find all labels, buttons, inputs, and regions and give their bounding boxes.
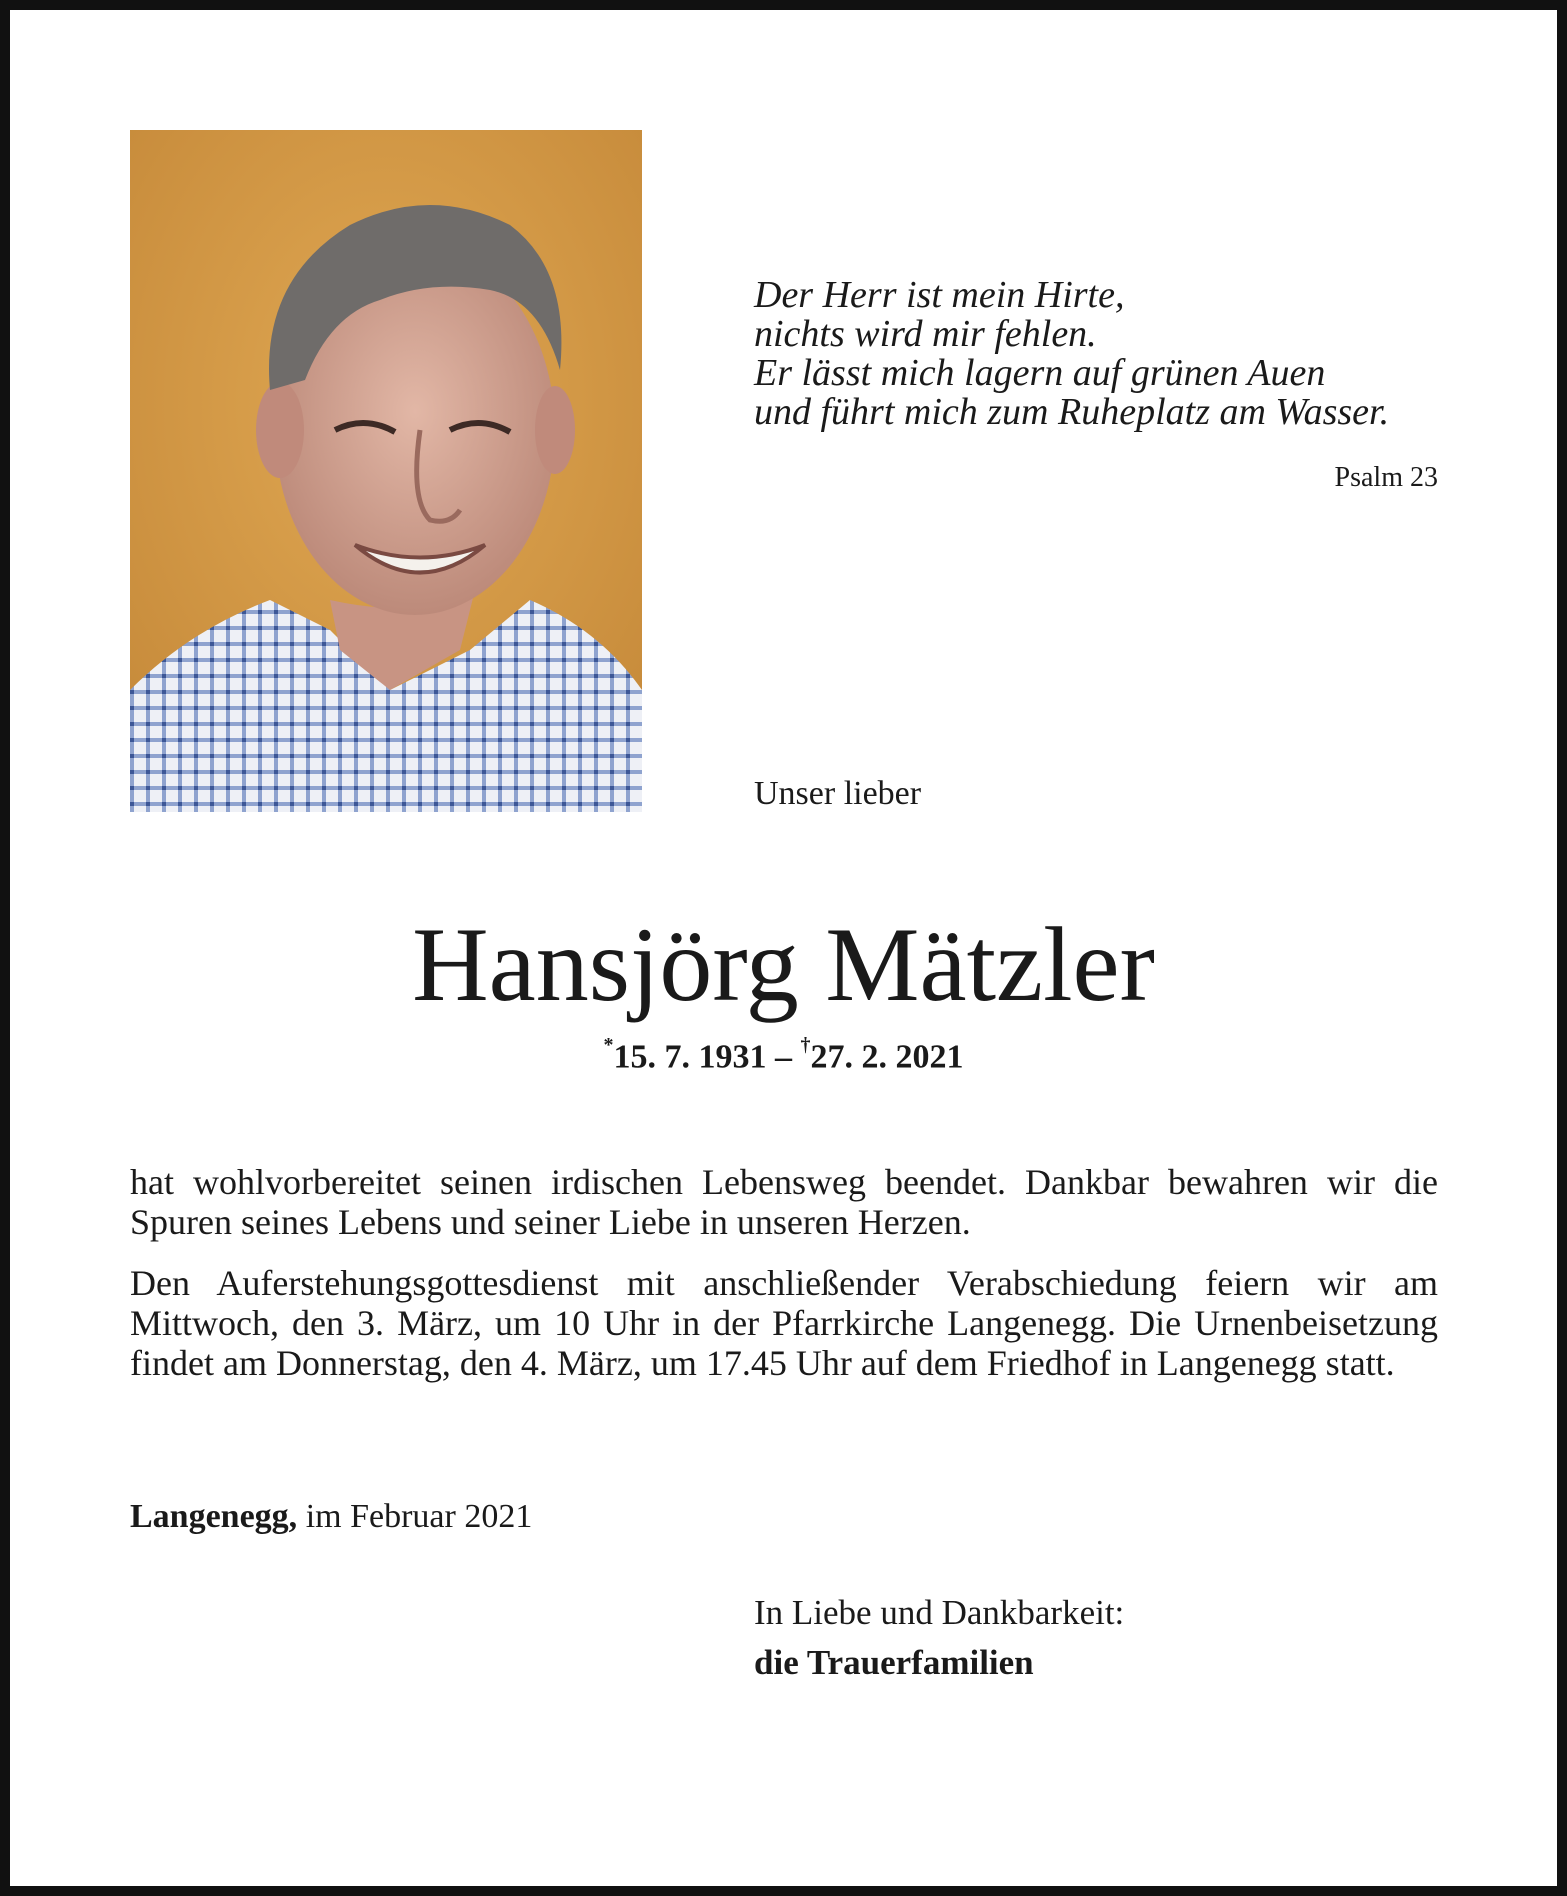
place-date — [130, 1498, 532, 1536]
intro-text: Unser lieber — [754, 775, 922, 812]
birth-date: 15. 7. 1931 – — [613, 1038, 801, 1076]
psalm-line: und führt mich zum Ruheplatz am Wasser. — [754, 391, 1390, 433]
place-date-text: im Februar 2021 — [297, 1498, 533, 1535]
life-dates — [0, 1034, 1567, 1076]
closing-line: In Liebe und Dankbarkeit: — [754, 1593, 1125, 1632]
closing-block — [754, 1588, 1124, 1688]
place-city: Langenegg, — [130, 1498, 298, 1535]
deceased-name: Hansjörg Mätzler — [412, 906, 1155, 1023]
psalm-line: nichts wird mir fehlen. — [754, 313, 1097, 355]
body-paragraph-2: Den Auferstehungsgottesdienst mit anschließender Verabschiedung feiern wir am Mittwoch, den 3. März, um 10 Uhr in der Pfarrkirche Langenegg. Die Urnenbeisetzung findet am Donnerstag, den 4. März, um 17.45 Uhr auf dem Friedhof in Langenegg statt. — [130, 1263, 1438, 1383]
death-date: 27. 2. 2021 — [810, 1038, 964, 1076]
birth-symbol: * — [603, 1034, 614, 1056]
psalm-reference: Psalm 23 — [1334, 462, 1438, 493]
psalm-line: Er lässt mich lagern auf grünen Auen — [754, 352, 1326, 394]
body-paragraph-1: hat wohlvorbereitet seinen irdischen Lebensweg beendet. Dankbar bewahren wir die Spuren seines Lebens und seiner Liebe in unseren Herzen. — [130, 1162, 1438, 1242]
portrait-photo — [130, 130, 642, 812]
psalm-line: Der Herr ist mein Hirte, — [754, 274, 1125, 316]
closing-signature: die Trauerfamilien — [754, 1643, 1034, 1682]
death-symbol: † — [800, 1034, 811, 1056]
psalm-quote — [754, 276, 1438, 432]
